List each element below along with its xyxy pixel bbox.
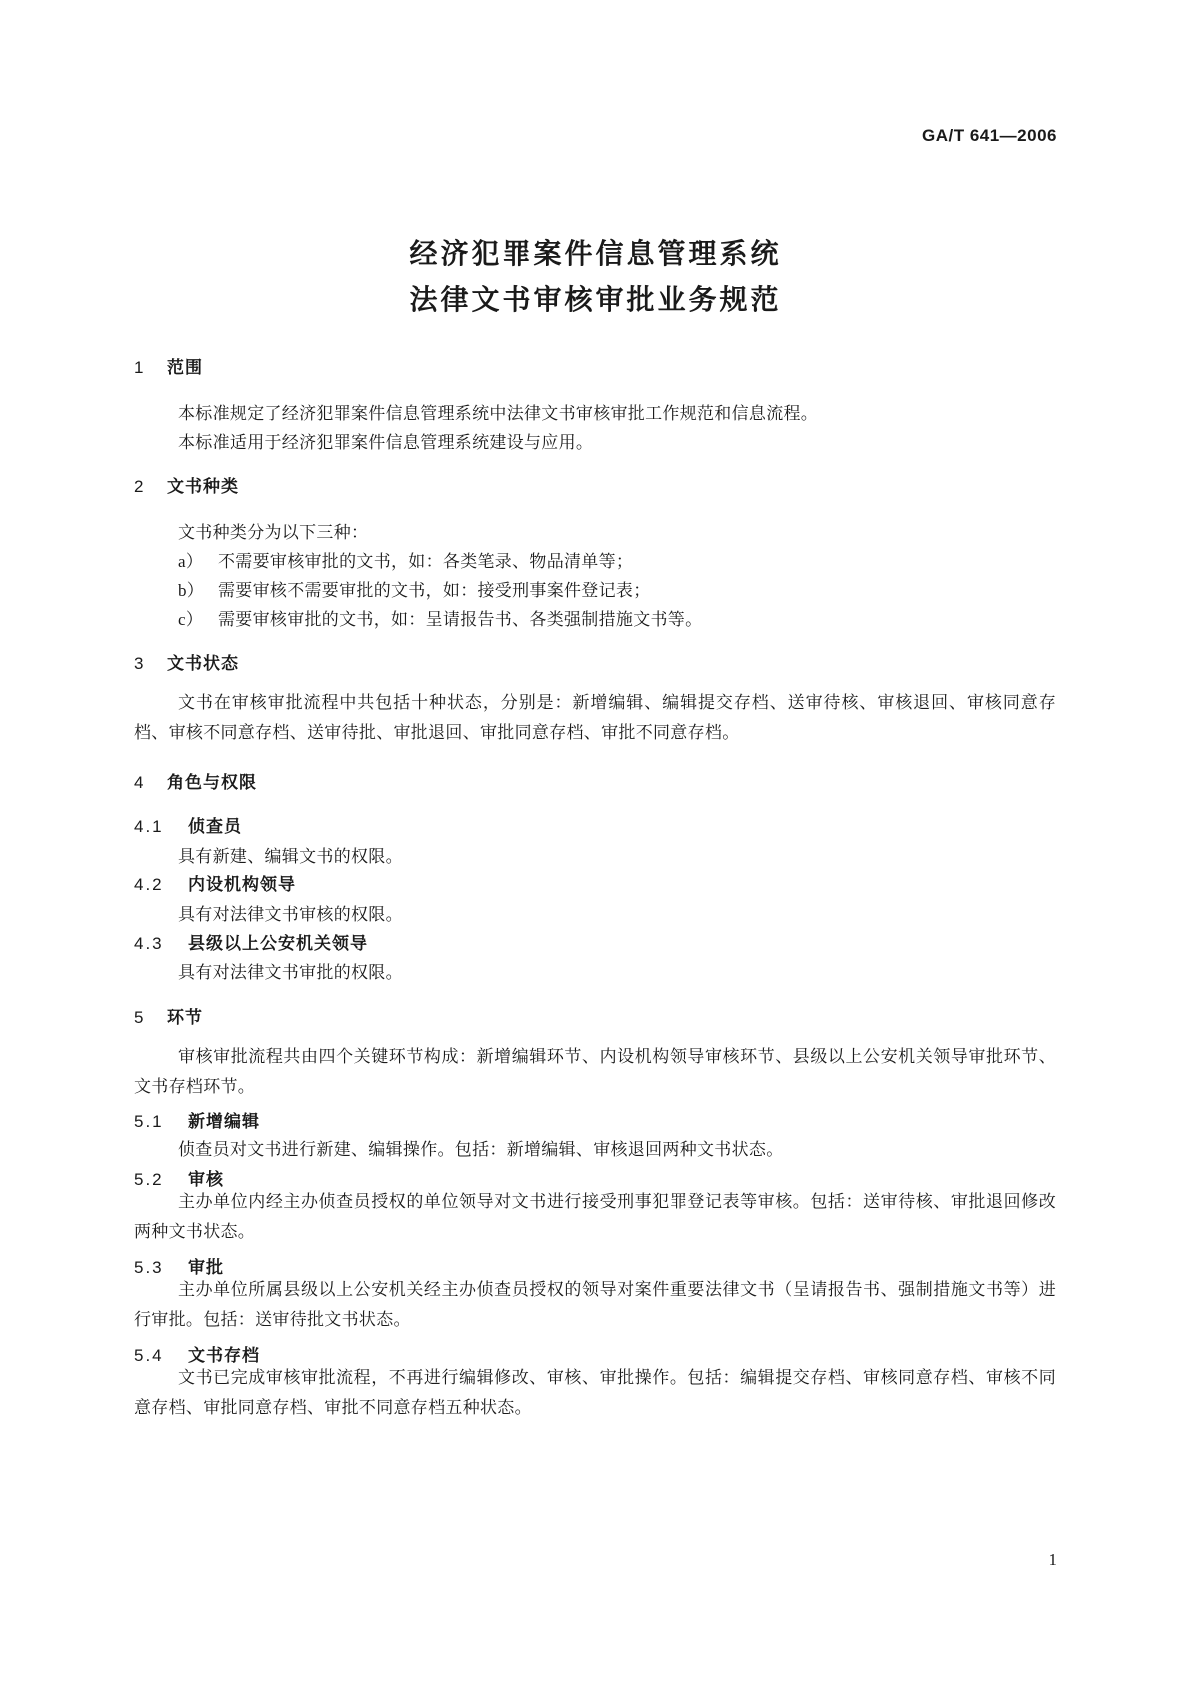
section-number: 2 [134,477,144,496]
list-item [178,547,633,572]
standard-code: GA/T 641—2006 [921,126,1057,145]
subsection-title: 新增编辑 [188,1112,260,1132]
subsection-number: 4.3 [134,934,164,953]
document-types-intro: 文书种类分为以下三种： [178,523,369,543]
subsection-title: 文书存档 [188,1346,260,1366]
list-marker: b） [178,581,205,600]
subsection-heading-internal-leader [134,870,296,895]
section-title: 范围 [167,358,203,378]
subsection-number: 4.1 [134,817,164,836]
list-item [178,576,651,601]
section-title: 文书状态 [167,654,239,674]
subsection-number: 5.4 [134,1346,164,1365]
document-title-line-2: 法律文书审核审批业务规范 [409,283,782,316]
stages-paragraph: 审核审批流程共由四个关键环节构成：新增编辑环节、内设机构领导审核环节、县级以上公安机关领导审批环节、文书存档环节。 [134,1047,1056,1097]
section-number: 1 [134,358,144,377]
subsection-text: 具有对法律文书审核的权限。 [178,905,403,925]
subsection-number: 5.3 [134,1258,164,1277]
section-title: 环节 [167,1008,203,1028]
list-item-text: 需要审核审批的文书，如：呈请报告书、各类强制措施文书等。 [218,610,703,630]
list-item-text: 需要审核不需要审批的文书，如：接受刑事案件登记表； [218,581,651,601]
document-title-line-1: 经济犯罪案件信息管理系统 [409,237,782,270]
subsection-number: 4.2 [134,875,164,894]
section-heading-document-types [134,472,239,497]
page-number: 1 [1048,1550,1057,1569]
document-status-paragraph: 文书在审核审批流程中共包括十种状态，分别是：新增编辑、编辑提交存档、送审待核、审核退回、审核同意存档、审核不同意存档、送审待批、审批退回、审批同意存档、审批不同意存档。 [134,693,1056,743]
subsection-title: 审批 [188,1258,224,1278]
section-number: 5 [134,1008,144,1027]
subsection-number: 5.2 [134,1170,164,1189]
section-heading-roles [134,768,257,793]
section-number: 4 [134,773,144,792]
subsection-text: 侦查员对文书进行新建、编辑操作。包括：新增编辑、审核退回两种文书状态。 [178,1140,784,1160]
subsection-text: 具有对法律文书审批的权限。 [178,963,403,983]
subsection-title: 侦查员 [188,817,242,837]
section-heading-scope [134,353,203,378]
scope-paragraph-2: 本标准适用于经济犯罪案件信息管理系统建设与应用。 [178,433,594,453]
list-marker: c） [178,610,204,629]
subsection-title: 县级以上公安机关领导 [188,934,368,954]
list-item [178,605,702,630]
subsection-text: 文书已完成审核审批流程，不再进行编辑修改、审核、审批操作。包括：编辑提交存档、审核同意存档、审核不同意存档、审批同意存档、审批不同意存档五种状态。 [134,1368,1056,1418]
section-heading-document-status [134,649,239,674]
section-title: 角色与权限 [167,773,257,793]
subsection-number: 5.1 [134,1112,164,1131]
subsection-heading-county-leader [134,929,368,954]
section-heading-stages [134,1003,203,1028]
subsection-title: 内设机构领导 [188,875,296,895]
subsection-text: 主办单位所属县级以上公安机关经主办侦查员授权的领导对案件重要法律文书（呈请报告书、强制措施文书等）进行审批。包括：送审待批文书状态。 [134,1280,1056,1330]
list-item-text: 不需要审核审批的文书，如：各类笔录、物品清单等； [218,552,634,572]
subsection-heading-investigator [134,812,242,837]
list-marker: a） [178,552,204,571]
subsection-text: 主办单位内经主办侦查员授权的单位领导对文书进行接受刑事犯罪登记表等审核。包括：送审待核、审批退回修改两种文书状态。 [134,1192,1056,1242]
section-title: 文书种类 [167,477,239,497]
scope-paragraph-1: 本标准规定了经济犯罪案件信息管理系统中法律文书审核审批工作规范和信息流程。 [178,404,819,424]
subsection-heading-new-edit [134,1107,260,1132]
subsection-title: 审核 [188,1170,224,1190]
section-number: 3 [134,654,144,673]
subsection-text: 具有新建、编辑文书的权限。 [178,847,403,867]
